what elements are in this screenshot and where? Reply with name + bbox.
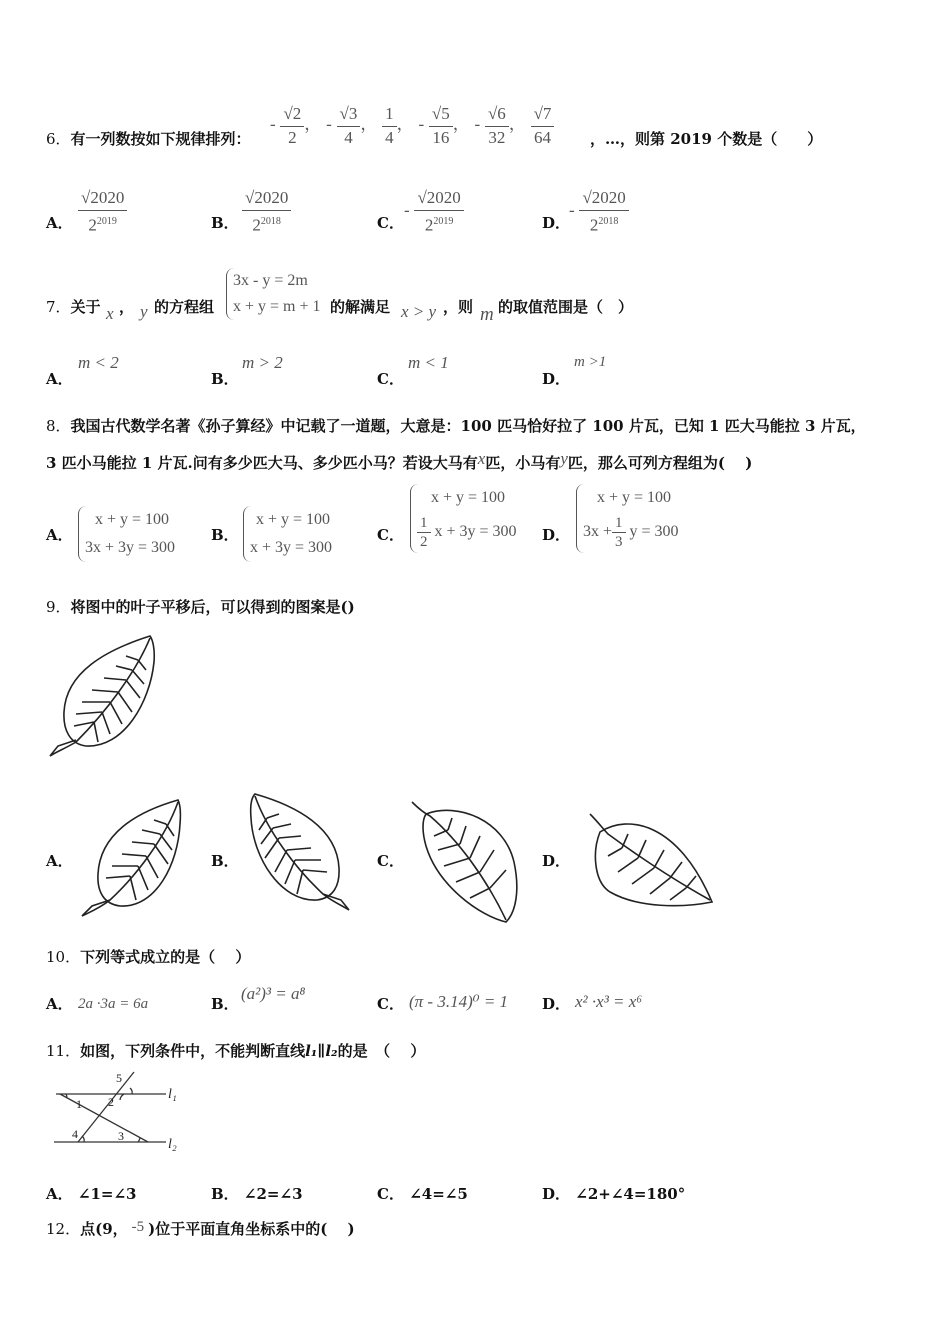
angle-5-label: 5	[116, 1071, 122, 1085]
q10-option-c-label[interactable]: C．	[377, 995, 404, 1013]
q7-text-4: ，则	[443, 298, 474, 316]
q7-comma: ，	[119, 298, 135, 316]
line-l2-label: l₂	[168, 1137, 177, 1152]
q7-option-a-label[interactable]: A．	[46, 370, 73, 388]
seq-sign: -	[418, 114, 425, 134]
q8-line1: 8．我国古代数学名著《孙子算经》中记载了一道题，大意是：100 匹马恰好拉了 100 片瓦，已知 1 匹大马能拉 3 片瓦，	[46, 417, 866, 435]
q11-stem: 11．如图，下列条件中，不能判断直线l₁∥l₂的是 （ ）	[46, 1042, 426, 1060]
q6-option-d-label[interactable]: D．	[542, 214, 571, 232]
q7-option-d-label[interactable]: D．	[542, 370, 571, 388]
seq-fraction: $\frac{√3}{4}$	[337, 102, 361, 149]
q8-option-a[interactable]: x + y = 100 3x + 3y = 300	[78, 506, 175, 562]
q7-option-a[interactable]: m < 2	[78, 353, 119, 372]
q6-sequence: - $\frac{√2}{2}$ ， - $\frac{√3}{4}$ ， $\frac{1}{4}$ ， - $\frac{√5}{16}$ ， - $\frac{√6}{32}$ ， $\frac{√7}{64}$	[270, 102, 554, 149]
q6-option-a-label[interactable]: A．	[46, 214, 73, 232]
q6-option-c-label[interactable]: C．	[377, 214, 404, 232]
q6-option-b[interactable]: $\frac{√2020}{2^{2018}}$	[242, 186, 291, 237]
q10-option-d-label[interactable]: D．	[542, 995, 571, 1013]
seq-sign: -	[326, 114, 332, 134]
q11-option-b[interactable]: B． ∠2=∠3	[211, 1185, 303, 1203]
seq-sign: -	[474, 114, 481, 134]
q10-option-c[interactable]: (π - 3.14)⁰ = 1	[409, 992, 509, 1011]
q11-option-a[interactable]: A． ∠1=∠3	[46, 1185, 137, 1203]
q7-var-m: m	[480, 304, 494, 325]
q9-option-b-leaf[interactable]	[245, 790, 355, 916]
q8-option-b-label[interactable]: B．	[211, 526, 239, 544]
q10-option-b-label[interactable]: B．	[211, 995, 239, 1013]
seq-fraction: $\frac{√5}{16}$	[429, 102, 453, 149]
seq-fraction: $\frac{√6}{32}$	[485, 102, 509, 149]
q6-text-after: ，…，则第 2019 个数是（ ）	[590, 130, 823, 148]
q10-option-d[interactable]: x² ·x³ = x⁶	[575, 992, 643, 1011]
seq-fraction: $\frac{1}{4}$	[382, 102, 397, 149]
q7-text-5: 的取值范围是（ ）	[498, 298, 634, 316]
angle-1-label: 1	[76, 1097, 82, 1111]
q9-option-a-leaf[interactable]	[78, 796, 188, 922]
q7-option-c[interactable]: m < 1	[408, 353, 449, 372]
q11-option-d[interactable]: D． ∠2+∠4=180°	[542, 1185, 686, 1203]
q7-var-y: y	[140, 302, 148, 321]
q10-stem: 10．下列等式成立的是（ ）	[46, 948, 251, 966]
q7-option-b[interactable]: m > 2	[242, 353, 283, 372]
q7-option-c-label[interactable]: C．	[377, 370, 404, 388]
line-l1-label: l₁	[168, 1087, 177, 1102]
q6-text-before: 有一列数按如下规律排列：	[70, 130, 251, 148]
q7-var-x: x	[106, 304, 114, 323]
q7-option-d[interactable]: m >1	[574, 354, 607, 370]
q8-line2: 3 匹小马能拉 1 片瓦.问有多少匹大马、多少匹小马？若设大马有x匹，小马有y匹，那么可列方程组为( )	[46, 449, 753, 472]
q9-option-d-leaf[interactable]	[588, 812, 716, 912]
q9-option-d-label[interactable]: D．	[542, 852, 571, 870]
q8-option-c-label[interactable]: C．	[377, 526, 404, 544]
q7-text-2: 的方程组	[154, 298, 215, 316]
angle-4-label: 4	[72, 1127, 78, 1141]
q10-option-a-label[interactable]: A．	[46, 995, 73, 1013]
q10-option-a[interactable]: 2a ·3a = 6a	[78, 996, 149, 1012]
q9-stem: 9．将图中的叶子平移后，可以得到的图案是()	[46, 598, 355, 616]
q8-option-d-label[interactable]: D．	[542, 526, 571, 544]
q10-option-b[interactable]: (a²)³ = a⁸	[241, 984, 306, 1003]
q11-parallel-lines-figure	[48, 1068, 188, 1158]
q8-option-a-label[interactable]: A．	[46, 526, 73, 544]
seq-fraction: $\frac{√2}{2}$	[280, 102, 304, 149]
q9-option-c-label[interactable]: C．	[377, 852, 404, 870]
seq-sign: -	[270, 114, 276, 134]
angle-3-label: 3	[118, 1129, 124, 1143]
q6-option-a[interactable]: $\frac{√2020}{2^{2019}}$	[78, 186, 127, 237]
q7-condition: x > y	[401, 302, 437, 321]
transversal-2	[78, 1072, 134, 1142]
q6-option-d[interactable]: - $\frac{√2020}{2^{2018}}$	[569, 186, 629, 237]
q6-option-b-label[interactable]: B．	[211, 214, 239, 232]
q9-option-b-label[interactable]: B．	[211, 852, 239, 870]
q7-option-b-label[interactable]: B．	[211, 370, 239, 388]
q8-option-c[interactable]: x + y = 100 $\frac{1}{2}$ x + 3y = 300	[410, 484, 517, 553]
q11-option-c[interactable]: C． ∠4=∠5	[377, 1185, 468, 1203]
q6-option-c[interactable]: - $\frac{√2020}{2^{2019}}$	[404, 186, 464, 237]
q6-stem	[46, 128, 251, 149]
q8-option-b[interactable]: x + y = 100 x + 3y = 300	[243, 506, 332, 562]
angle-2-label: 2	[108, 1095, 114, 1109]
q8-option-d[interactable]: x + y = 100 3x + $\frac{1}{3}$ y = 300	[576, 484, 679, 553]
q9-original-leaf-figure	[46, 632, 166, 762]
q7-text-3: 的解满足	[330, 298, 391, 316]
q9-option-a-label[interactable]: A．	[46, 852, 73, 870]
q9-option-c-leaf[interactable]	[408, 800, 524, 926]
q6-number: 6．	[46, 130, 71, 148]
q7-stem: 7．关于	[46, 298, 101, 316]
q7-system: 3x - y = 2m x + y = m + 1	[226, 268, 321, 320]
q12-stem: 12．点(9， -5 )位于平面直角坐标系中的( )	[46, 1219, 355, 1238]
seq-fraction: $\frac{√7}{64}$	[531, 102, 555, 149]
